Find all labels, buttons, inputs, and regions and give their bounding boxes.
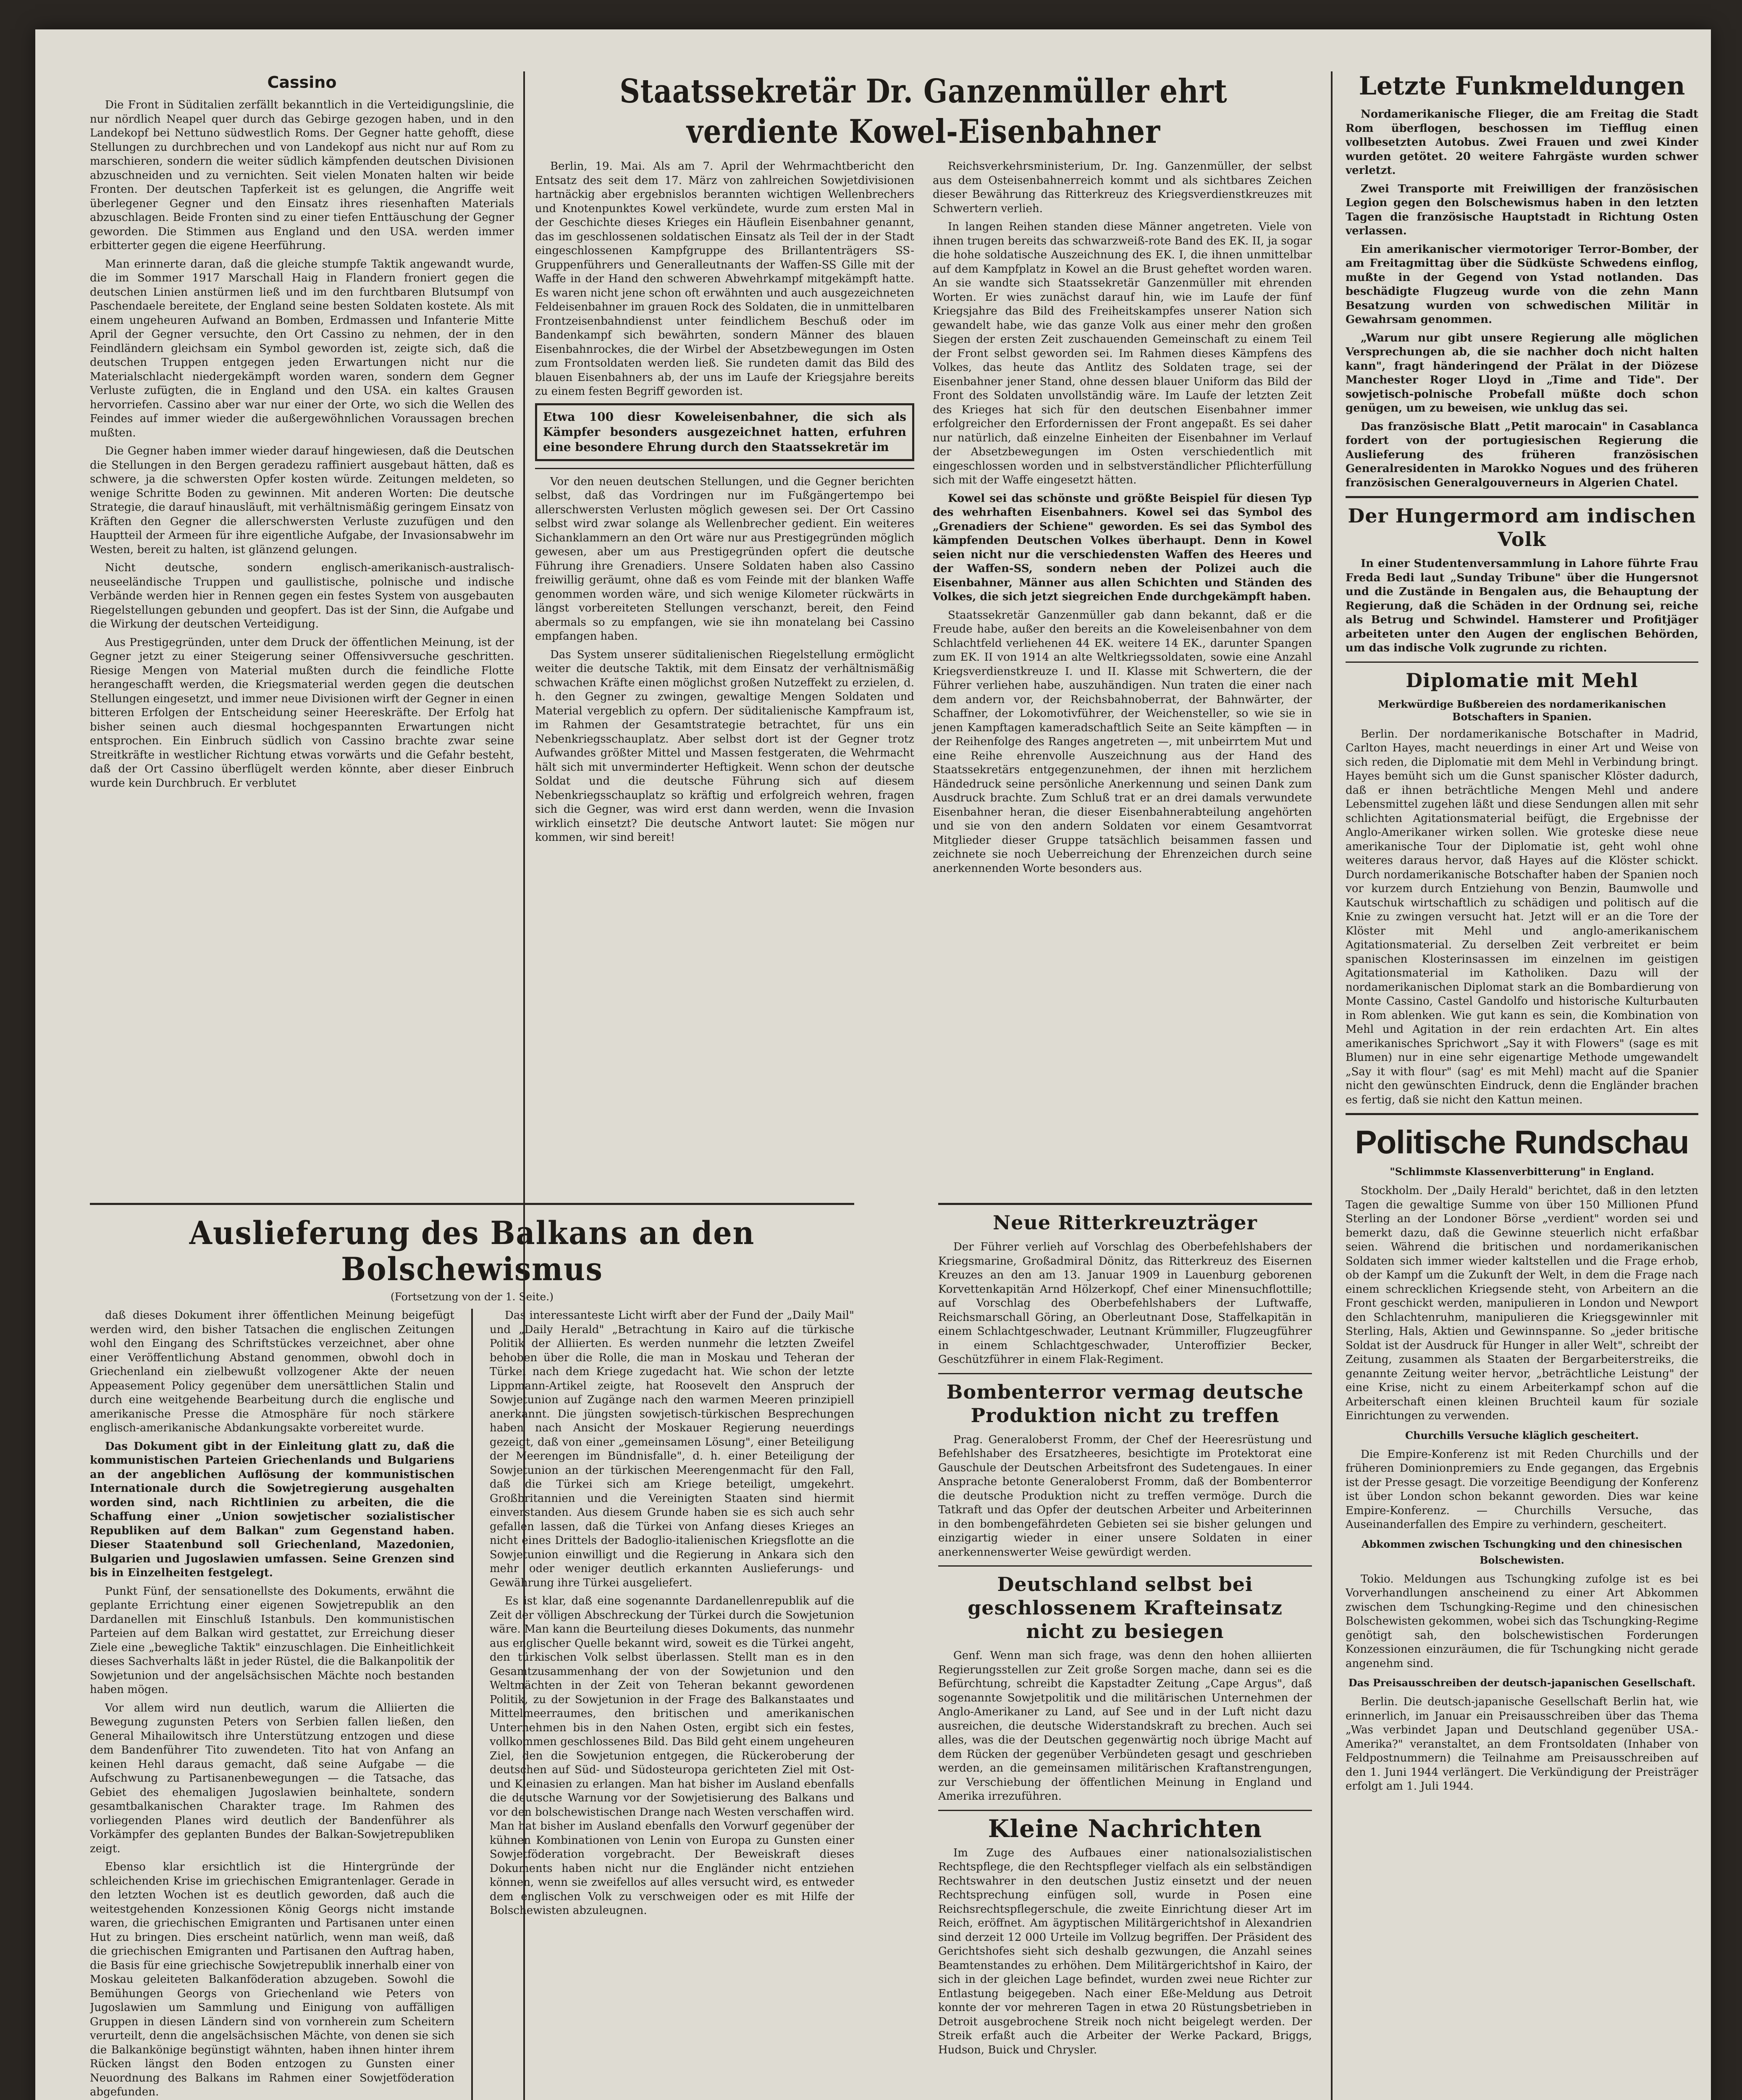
paragraph: Im Zuge des Aufbaues einer nationalsozialistischen Rechtspflege, die den Rechtspfleger vielfach als ein selbständigen Rechtswahrer in den deutschen Justiz einsetzt und der neuen Rechtsprechung einfügen soll, wurde in Posen eine Reichsrechtspflegerschule, die zweite Einrichtung dieser Art im Reich, eröffnet. Am ägyptischen Militärgerichtshof in Alexandrien sind derzeit 12 000 Urteile im Vollzug begriffen. Der Präsident des Gerichtshofes sieht sich deshalb gezwungen, die Anzahl seines Beamtenstandes zu erhöhen. Dem Militärgerichtshof in Kairo, der sich in der gleichen Lage befindet, wurden zwei neue Richter zur Entlastung beigegeben. Nach einer Eße-Meldung aus Detroit konnte der vor mehreren Tagen in etwa 20 Rüstungsbetrieben in Detroit ausgebrochene Streik noch nicht beigelegt werden. Der Streik erfaßt auch die Arbeiter der Werke Packard, Briggs, Hudson, Buick und Chrysler.	[938, 1846, 1312, 2056]
ritterkreuz-headline: Neue Ritterkreuzträger	[993, 1211, 1257, 1234]
paragraph: Nicht deutsche, sondern englisch-amerikanisch-australisch-neuseeländische Truppen und gaullistische, polnische und indische Verbände werden hier in Rennen gegen ein festes System von ausgebauten Riegelstellungen gebunden und geopfert. Das ist der Sinn, die Aufgabe und die Wirkung der deutschen Verteidigung.	[90, 562, 514, 630]
ganzenmueller-article	[535, 160, 1312, 880]
highlight-text: Etwa 100 diesr Koweleisenbahner, die sich als Kämpfer besonders ausgezeichnet hatten, erfuhren eine besondere Ehrung durch den Staatssekretär im	[543, 410, 906, 454]
paragraph: Es ist klar, daß eine sogenannte Dardanellenrepublik auf die Zeit der völligen Abschreckung der Türkei durch die Sowjetunion wäre. Man kann die Beurteilung dieses Dokuments, das nunmehr aus englischer Quelle bekannt wird, soweit es die Türkei angeht, den türkischen Volk selbst überlassen. Stellt man es in den Gesamtzusammenhang der von der Sowjetunion und den Weltmächten in der Zeit von Teheran bekannt gewordenen Politik, zu der Sowjetunion in der Frage des Balkanstaates und Mittelmeerraumes, den britischen und amerikanischen Unternehmen bis in den Nahen Osten, ergibt sich ein festes, vollkommen geschlossenes Bild. Das Bild geht einem ungeheuren Ziel, den die Sowjetunion entgegen, die Rückeroberung der deutschen auf Süd- und Südosteuropa gerichteten Ziel mit Ost- und Kleinasien zu erlangen. Man hat bisher im Ausland ebenfalls die deutsche Warnung vor der Sowjetisierung des Balkans und vor den bolschewistischen Drange nach Westen verschaffen wird. Man hat bisher im Ausland ebenfalls den Vorwurf gegenüber der kühnen Kombinationen von Lenin von Europa zu Gunsten einer Sowjetföderation vorgebracht. Der Beweiskraft dieses Dokuments haben nicht nur die Engländer nicht entziehen können, wenn sie zweifellos auf alles versucht wird, es entweder dem englischen Volk zu verschweigen oder es mit Hilfe der Bolschewisten abzuleugnen.	[490, 1595, 854, 1917]
paragraph: Berlin. Der nordamerikanische Botschafter in Madrid, Carlton Hayes, macht neuerdings in einer Art und Weise von sich reden, die Diplomatie mit dem Mehl in Verbindung bringt. Hayes bemüht sich um die Gunst spanischer Klöster dadurch, daß er ihnen beträchtliche Mengen Mehl und andere Lebensmittel zugehen läßt und diese Sendungen allen mit sehr schlichten Agitationsmaterial beifügt, die Ergebnisse der Anglo-Amerikaner wirken sollen. Wie groteske diese neue amerikanische Tour der Diplomatie ist, geht wohl ohne weiteres daraus hervor, daß Hayes auf die Klöster schickt. Durch nordamerikanische Botschafter haben der Spanien noch vor kurzem durch Entziehung von Benzin, Baumwolle und Kautschuk wirtschaftlich zu schädigen und politisch auf die Knie zu zwingen versucht hat. Jetzt will er an die Tore der Klöster mit Mehl und anglo-amerikanischem Agitationsmaterial. Zu derselben Zeit verbreitet er beim spanischen Klosterinsassen im einzelnen im geistigen Agitationsmaterial im Katholiken. Dazu will der nordamerikanischen Diplomat stark an die Bombardierung von Monte Cassino, Castel Gandolfo und historische Kulturbauten in Rom ablenken. Wie gut kann es sein, die Kombination von Mehl und Agitation in der rein erdachten Art. Ein altes amerikanisches Sprichwort „Say it with Flowers" (sage es mit Blumen) nur in eine sehr eigenartige Methode umgewandelt „Say it with flour" (sag' es mit Mehl) macht auf die Spanier nicht den gewünschten Eindruck, denn die Engländer brachen es fertig, daß sie nicht den Kattun meinen.	[1346, 727, 1698, 1106]
balkan-headline: Auslieferung des Balkans an den Bolschewismus	[189, 1214, 755, 1288]
hungermord-headline: Der Hungermord am indischen Volk	[1348, 504, 1696, 551]
bombenterror-headline: Bombenterror vermag deutsche Produktion nicht zu treffen	[946, 1380, 1304, 1427]
paragraph: Stockholm. Der „Daily Herald" berichtet, daß in den letzten Tagen die gewaltige Summe von über 150 Millionen Pfund Sterling an der Londoner Börse „verdient" worden sei und bemerkt dazu, daß die Gewinne steuerlich nicht erfaßbar seien. Während die britischen und nordamerikanischen Soldaten sich immer wieder kaltstellen und die Frage erhob, ob der Kampf um die Zukunft der Welt, in dem die Frage nach einem schrecklichen Kriegsende steht, von Arbeitern an die Front geschickt werden, manipulieren in London und Newport den Schlachtenruhm, manipulieren die Kriegsgewinnler mit Sterling, Hals, Aktien und Gewinnspanne. So „jeder britische Soldat ist der Ausdruck für Hunger in aller Welt", schreibt der Zeitung, zusammen als Staaten der Bergarbeiterstreiks, die genannte Zeitung weiter hervor, „beträchtliche Leistung" der eine Krise, nicht zu einem Arbeiterkampf schon auf die Arbeiterschaft einen kleinen Bruchteil kaum für soziale Einrichtungen zu verwenden.	[1346, 1184, 1698, 1422]
divider	[1346, 662, 1698, 663]
paragraph: Berlin. Die deutsch-japanische Gesellschaft Berlin hat, wie erinnerlich, im Januar ein Preisausschreiben über das Thema „Was verbindet Japan und Deutschland gegenüber USA.-Amerika?" veranstaltet, an dem Frontsoldaten (Inhaber von Feldpostnummern) die Teilnahme am Preisausschreiben auf den 1. Juni 1944 verlängert. Die Verkündigung der Preisträger erfolgt am 1. Juli 1944.	[1346, 1696, 1698, 1793]
paragraph: Berlin, 19. Mai. Als am 7. April der Wehrmachtbericht den Entsatz des seit dem 17. März von zahlreichen Sowjetdivisionen hartnäckig aber ergebnislos berannten wichtigen Wellenbrechers und Knotenpunktes Kowel verkündete, wurde zum ersten Mal in der Geschichte dieses Krieges ein Häuflein Eisenbahner genannt, das im geschlossenen soldatischen Einsatz als Teil der in der Stadt eingeschlossenen Kampfgruppe des Brillantenträgers SS-Gruppenführers und Generalleutnants der Waffen-SS Gille mit der Waffe in der Hand den schweren Abwehrkampf mitgekämpft hatte. Es waren nicht jene schon oft erwähnten und auch ausgezeichneten Feldeisenbahner im grauen Rock des Soldaten, die in unmittelbaren Frontzeisenbahndienst unter feindlichem Beschuß oder im Bandenkampf sich bewährten, sondern Männer des blauen Eisenbahnrockes, die der Wirbel der Absetzbewegungen im Osten zum Frontsoldaten werden ließ. Sie rundeten damit das Bild des blauen Eisenbahners ab, der uns im Laufe der Kriegsjahre bereits zu einem festen Begriff geworden ist.	[535, 160, 914, 398]
divider	[938, 1373, 1312, 1374]
kleine-nachrichten-headline: Kleine Nachrichten	[988, 1814, 1262, 1843]
divider	[90, 1203, 854, 1205]
column-right	[1346, 71, 1698, 2100]
column-center	[535, 71, 1312, 880]
column-left	[90, 71, 514, 795]
politische-rundschau-headline: Politische Rundschau	[1355, 1124, 1689, 1160]
paragraph: Reichsverkehrsministerium, Dr. Ing. Ganzenmüller, der selbst aus dem Osteisenbahnerreich kommt und als sichtbares Zeichen dieser Bewährung das Ritterkreuz des Kriegsverdienstkreuzes mit Schwertern verlieh.	[933, 160, 1312, 215]
funkmeldungen-headline: Letzte Funkmeldungen	[1359, 71, 1685, 101]
paragraph: Man erinnerte daran, daß die gleiche stumpfe Taktik angewandt wurde, die im Sommer 1917 Marschall Haig in Flandern froniert gegen die deutschen Linien anstürmen ließ und im den furchtbaren Blutsumpf von Paschendaele bereitete, der England seine besten Soldaten kostete. Als mit einem ungeheuren Aufwand an Bomben, Erdmassen und Infanterie Mitte April der Gegner versuchte, den Ort Cassino zu nehmen, der in den Feindländern gleichsam ein Symbol geworden ist, zeigte sich, daß die deutschen Truppen entgegen jeden Erwartungen nicht nur die Materialschlacht niedergekämpft worden waren, sondern dem Gegner Verluste zufügten, die in England und den USA. ein kaltes Grausen hervorriefen. Cassino aber war nur einer der Orte, wo sich die Wellen des Feindes auf immer wieder die außergewöhnlichen Voraussagen brechen mußten.	[90, 257, 514, 439]
divider	[1346, 496, 1698, 498]
balkan-article	[90, 1197, 854, 2100]
news-item: Das französische Blatt „Petit marocain" in Casablanca fordert von der portugiesischen Regierung die Auslieferung des früheren französischen Generalresidenten in Marokko Nogues und des früheren französischen Generalgouverneurs in Algerien Chatel.	[1346, 420, 1698, 489]
column-rule	[1331, 71, 1333, 2100]
paragraph: Aus Prestigegründen, unter dem Druck der öffentlichen Meinung, ist der Gegner jetzt zu einer Steigerung seiner Offensivversuche geschritten. Riesige Mengen von Material mußten durch die feindliche Flotte herangeschafft werden, die Kriegsmaterial werden gegen die deutschen Stellungen eingesetzt, und immer neue Divisionen wirft der Gegner in einen bitteren Erfolgen der Entscheidung seiner Heereskräfte. Der Erfolg hat bisher seinen auch diesmal hochgespannten Erwartungen nicht entsprochen. Ein Einbruch südlich von Cassino brachte zwar seine Streitkräfte in westlicher Richtung etwas vorwärts und die Gefahr besteht, daß der Ort Cassino überflügelt werden könnte, aber dieser Einbruch wurde kein Durchbruch. Er verblutet	[90, 636, 514, 790]
paragraph: Vor allem wird nun deutlich, warum die Alliierten die Bewegung zugunsten Peters von Serbien fallen ließen, den General Mihailowitsch ihre Unterstützung entzogen und diese dem Bandenführer Tito zuwendeten. Tito hat von Anfang an keinen Hehl daraus gemacht, daß seine Aufgabe — die Aufschwung zu Partisanenbewegungen — die Tatsache, das Gebiet des ehemaligen Jugoslawien beinhaltete, sondern gesamtbalkanischen Charakter trage. Im Rahmen des vorliegenden Planes wird deutlich der Bandenführer als Vorkämpfer des geplanten Bundes der Balkan-Sowjetrepubliken zeigt.	[90, 1701, 454, 1855]
ganzenmueller-headline: Staatssekretär Dr. Ganzenmüller ehrt verdiente Kowel-Eisenbahner	[619, 72, 1228, 151]
paragraph: Das interessanteste Licht wirft aber der Fund der „Daily Mail" und „Daily Herald" „Betrachtung in Kairo auf die türkische Politik der Alliierten. Es werden nunmehr die letzten Zweifel behoben über die Rolle, die man in Moskau und Teheran der Türkei nach dem Kriege zugedacht hat. Wie schon der letzte Lippmann-Artikel zeigte, hat Roosevelt den Anspruch der Sowjetunion auf Zugänge nach den warmen Meeren prinzipiell anerkannt. Die jüngsten sowjetisch-türkischen Besprechungen haben nach Ansicht der Moskauer Regierung neuerdings gezeigt, daß von einer „gemeinsamen Lösung", einer Beteiligung der Meerengen im Bündnisfalle", d. h. einer Beteiligung der Sowjetunion an der türkischen Meerengenmacht für den Fall, daß die Türkei sich am Kriege beteiligt, umgekehrt. Großbritannien und die Vereinigten Staaten sind hiermit einverstanden. Aus diesem Grunde haben sie es sich auch sehr gefallen lassen, daß die Türkei von Anfang dieses Krieges an nicht eines Drittels der Badoglio-italienischen Kriegsflotte an die Sowjetunion einwilligt und die Regierung in Ankara sich den mehr oder weniger deutlich erkannten Auslieferungs- und Gewährung ihre Türkei ausgeliefert.	[490, 1309, 854, 1589]
paragraph: Ebenso klar ersichtlich ist die Hintergründe der schleichenden Krise im griechischen Emigrantenlager. Gerade in den letzten Wochen ist es deutlich geworden, daß auch die weitestgehenden Konzessionen König Georgs nicht imstande waren, die griechischen Emigranten und Partisanen unter einen Hut zu bringen. Dies erscheint natürlich, wenn man weiß, daß die griechischen Emigranten und Partisanen den Auftrag haben, die Basis für eine griechische Sowjetrepublik innerhalb einer von Moskau geleiteten Balkanföderation abzugeben. Sowohl die Bemühungen Georgs von Griechenland wie Peters von Jugoslawien um Sammlung und Einigung von auffälligen Gruppen in diesen Ländern sind von vornherein zum Scheitern verurteilt, denn die angelsächsischen Mächte, von denen sie sich die Balkankönige begünstigt wähnten, haben ihnen hinter ihrem Rücken längst den Boden entzogen zu Gunsten einer Neuordnung des Balkans im Rahmen einer Sowjetföderation abgefunden.	[90, 1861, 454, 2098]
paragraph: Prag. Generaloberst Fromm, der Chef der Heeresrüstung und Befehlshaber des Ersatzheeres, besichtigte im Protektorat eine Gauschule der Deutschen Arbeitsfront des Sudetengaues. In einer Ansprache betonte Generaloberst Fromm, daß der Bombenterror die deutsche Produktion nicht zu treffen vermöge. Durch die Tatkraft und das Opfer der deutschen Arbeiter und Arbeiterinnen in den bombengefährdeten Gebieten sei sie bisher gelungen und einzigartig wieder in einer unsere Soldaten in einer anerkennenswerter Weise gewürdigt werden.	[938, 1433, 1312, 1559]
paragraph: Die Front in Süditalien zerfällt bekanntlich in die Verteidigungslinie, die nur nördlich Neapel quer durch das Gebirge gezogen haben, und in den Landekopf bei Nettuno südwestlich Roms. Der Gegner hatte gehofft, diese Stellungen zu durchbrechen und von Landekopf aus nicht nur auf Rom zu marschieren, sondern die weiter südlich kämpfenden deutschen Divisionen abzuschneiden und zu vernichten. Seit vielen Monaten halten wir beide Fronten. Der deutschen Tapferkeit ist es gelungen, die Angriffe weit überlegener Gegner und den Einsatz ihres riesenhaften Materials abzuschlagen. Beide Fronten sind zu einer tiefen Enttäuschung der Gegner geworden. Die Stimmen aus England und den USA. werden immer erbitterter gegen die eigene Heerführung.	[90, 99, 514, 252]
paragraph: Staatssekretär Ganzenmüller gab dann bekannt, daß er die Freude habe, außer den bereits an die Koweleisenbahner von dem Schlachtfeld verliehenen 44 EK. weitere 14 EK., darunter Spangen zum EK. II von 1914 an alte Weltkriegssoldaten, sowie eine Anzahl Kriegsverdienstkreuze I. und II. Klasse mit Schwertern, die der Führer verliehen habe, auszuhändigen. Nun traten die einer nach dem andern vor, der Reichsbahnoberrat, der Bahnwärter, der Schaffner, der Lokomotivführer, der Weichensteller, so wie sie in jenen Kampftagen kameradschaftlich Seite an Seite kämpften — in der Reihenfolge des Ranges angetreten —, mit unbeirrtem Mut und eine Reihe ehrenvolle Auszeichnung aus der Hand des Staatssekretärs entgegenzunehmen, der ihnen mit herzlichem Händedruck seine persönliche Anerkennung und seinen Dank zum Ausdruck brachte. Zum Schluß trat er an drei damals verwundete Eisenbahner heran, die dieser Eisenbahnerabteilung angehörten und sie von den andern Soldaten vor einem Gesamtvorrat Mitglieder dieser Gruppe tatsächlich beisammen fassen und zeichnete sie noch Ueberreichung der Ehrenzeichen durch seine anerkennenden Worte besonders aus.	[933, 609, 1312, 875]
cassino-headline: Cassino	[267, 73, 337, 92]
paragraph: Kowel sei das schönste und größte Beispiel für diesen Typ des wehrhaften Eisenbahners. Kowel sei das Symbol des „Grenadiers der Schiene" geworden. Es sei das Symbol des kämpfenden Deutschen Volkes überhaupt. Denn in Kowel seien nicht nur die verschiedensten Waffen des Heeres und der Waffen-SS, sondern neben der Polizei auch die Eisenbahner, Männer aus allen Schichten und Ständen des Volkes, die sich jetzt siegreichen Ende durchgekämpft haben.	[933, 492, 1312, 603]
short-news-column	[938, 1197, 1312, 2100]
deutschland-headline: Deutschland selbst bei geschlossenem Krafteinsatz nicht zu besiegen	[968, 1573, 1283, 1643]
divider	[938, 1565, 1312, 1567]
paragraph: daß dieses Dokument ihrer öffentlichen Meinung beigefügt werden wird, den bisher Tatsachen die englischen Zeitungen wohl den Eingang des Schriftstückes verzeichnet, aber ohne einer Veröffentlichung Abstand genommen, obwohl doch in Griechenland ein zielbewußt vollzogener Akte der neuen Appeasement Policy gegenüber dem unersättlichen Stalin und durch eine weitgehende Bearbeitung durch die englische und amerikanische Presse die Atmosphäre für noch stärkere englisch-amerikanische Abdankungsakte vorbereitet wurde.	[90, 1309, 454, 1434]
news-item: Zwei Transporte mit Freiwilligen der französischen Legion gegen den Bolschewismus haben in den letzten Tagen die französische Hauptstadt in Richtung Osten verlassen.	[1346, 182, 1698, 237]
paragraph: Das System unserer süditalienischen Riegelstellung ermöglicht weiter die deutsche Taktik, mit dem Einsatz der verhältnismäßig schwachen Kräfte einen möglichst großen Nutzeffekt zu erzielen, d. h. den Gegner zu zwingen, gewaltige Mengen Soldaten und Material vergeblich zu opfern. Der süditalienische Kampfraum ist, im Rahmen der Gesamtstrategie betrachtet, für uns ein Nebenkriegsschauplatz. Aber selbst dort ist der Gegner trotz Aufwandes größter Mittel und Massen festgeraten, die Wehrmacht hält sich mit unverminderter Heftigkeit. Wenn schon der deutsche Soldat und die deutsche Führung sich auf diesem Nebenkriegsschauplatz so kräftig und erfolgreich wehren, fragen sich die Gegner, was wird erst dann werden, wenn die Invasion wirklich einsetzt? Die deutsche Antwort lautet: Sie mögen nur kommen, wir sind bereit!	[535, 648, 914, 844]
paragraph: Punkt Fünf, der sensationellste des Dokuments, erwähnt die geplante Errichtung einer eigenen Sowjetrepublik an den Dardanellen mit Einschluß Istanbuls. Den kommunistischen Parteien auf dem Balkan wird gestattet, zur Erreichung dieser Ziele eine „bewegliche Taktik" einzuschlagen. Die Einheitlichkeit dieses Sachverhalts läßt in jeder Rüstel, die die Balkanpolitik der Sowjetunion und der angelsächsischen Mächte noch bestanden haben mögen.	[90, 1585, 454, 1696]
paragraph: Die Gegner haben immer wieder darauf hingewiesen, daß die Deutschen die Stellungen in den Bergen geradezu raffiniert ausgebaut hätten, daß es schwere, ja die schwersten Opfer kosten würde. Zeitungen meldeten, so wenige Schritte Boden zu gewinnen. Mit anderen Worten: Die deutsche Strategie, die darauf hinausläuft, mit verhältnismäßig geringem Einsatz von Kräften den Gegner die allerschwersten Verluste zuzufügen und den Hauptteil der Armeen für ihre eigentliche Aufgabe, der Invasionsabwehr im Westen, bereit zu halten, ist glänzend gelungen.	[90, 445, 514, 556]
divider	[938, 1203, 1312, 1205]
divider	[1346, 1113, 1698, 1115]
news-item: „Warum nur gibt unsere Regierung alle möglichen Versprechungen ab, die sie nachher doch nicht halten kann", fragt händeringend der Prälat in der Diözese Manchester Roger Lloyd in „Time and Tide". Der sowjetisch-polnische Probefall müßte doch schon genügen, um zu beweisen, wie unklug das sei.	[1346, 331, 1698, 415]
continuation-note: (Fortsetzung von der 1. Seite.)	[391, 1291, 554, 1303]
divider	[938, 1810, 1312, 1811]
churchill-subhead: Churchills Versuche kläglich gescheitert.	[1405, 1429, 1639, 1441]
paragraph: Genf. Wenn man sich frage, was denn den hohen alliierten Regierungsstellen zur Zeit große Sorgen mache, dann sei es die Befürchtung, schreibt die Kapstadter Zeitung „Cape Argus", daß sogenannte Sowjetpolitik und die militärischen Unternehmen der Anglo-Amerikaner zu Land, auf See und in der Luft nicht dazu ausreichen, die deutsche Widerstandskraft zu brechen. Auch sei alles, was die der Deutschen gegenwärtig noch übrige Macht auf dem Rücken der gegenüber Verbündeten gesagt und geschrieben werden, an die gemeinsamen militärischen Kraftanstrengungen, zur Verschiebung der öffentlichen Meinung in England und Amerika irrezuführen.	[938, 1649, 1312, 1803]
tschungking-subhead: Abkommen zwischen Tschungking und den chinesischen Bolschewisten.	[1362, 1538, 1682, 1566]
paragraph: Der Führer verlieh auf Vorschlag des Oberbefehlshabers der Kriegsmarine, Großadmiral Dönitz, das Ritterkreuz des Eisernen Kreuzes an den am 13. Januar 1909 in Lauenburg geborenen Korvettenkapitän Arnd Hölzerkopf, Chef einer Minensuchflottille; auf Vorschlag des Oberbefehlshabers der Luftwaffe, Reichsmarschall Göring, an Oberleutnant Dose, Staffelkapitän in einem Schlachtgeschwader, Leutnant Krümmiller, Flugzeugführer in einem Schlachtgeschwader, Unteroffizier Becker, Geschützführer in einem Flak-Regiment.	[938, 1241, 1312, 1366]
column-rule	[471, 1309, 473, 2100]
cassino-article	[90, 98, 514, 790]
paragraph: Das Dokument gibt in der Einleitung glatt zu, daß die kommunistischen Parteien Griechenlands und Bulgariens an der angeblichen Auflösung der kommunistischen Internationale durch die Sowjetregierung ausgehalten worden sind, nach Richtlinien zu arbeiten, die die Schaffung einer „Union sowjetischer sozialistischer Republiken auf dem Balkan" zum Gegenstand haben. Dieser Staatenbund soll Griechenland, Mazedonien, Bulgarien und Jugoslawien umfassen. Seine Grenzen sind bis in Einzelheiten festgelegt.	[90, 1440, 454, 1579]
paragraph: In einer Studentenversammlung in Lahore führte Frau Freda Bedi laut „Sunday Tribune" über die Hungersnot und die Zustände in Bengalen aus, die Behauptung der Regierung, daß die Schäden in der Ordnung sei, reiche als Betrug und Schwindel. Hamsterer und Profitjäger arbeiteten unter den Augen der englischen Behörden, um das indische Volk zugrunde zu richten.	[1346, 557, 1698, 654]
news-item: Ein amerikanischer viermotoriger Terror-Bomber, der am Freitagmittag über die Südküste Schwedens einflog, mußte in der Gegend von Ystad notlanden. Das beschädigte Flugzeug wurde von die zehn Mann Besatzung wurden von schwedischen Militär in Gewahrsam genommen.	[1346, 243, 1698, 326]
politische-subhead: "Schlimmste Klassenverbitterung" in England.	[1390, 1166, 1654, 1178]
newspaper-page	[35, 29, 1711, 2100]
diplomatie-headline: Diplomatie mit Mehl	[1406, 669, 1638, 692]
news-item: Nordamerikanische Flieger, die am Freitag die Stadt Rom überflogen, beschossen im Tiefflug einen vollbesetzten Autobus. Zwei Frauen und zwei Kinder wurden getötet. 20 weitere Fahrgäste wurden schwer verletzt.	[1346, 108, 1698, 177]
paragraph: Vor den neuen deutschen Stellungen, und die Gegner berichten selbst, daß das Vordringen nur im Fußgängertempo bei allerschwersten Verlusten möglich gewesen sei. Der Ort Cassino selbst wird zwar solange als Wellenbrecher gedient. Ein weiteres Sichanklammern an den Ort wäre nur aus Prestigegründen möglich gewesen, aber um aus Prestigegründen opfert die deutsche Führung ihre Grenadiers. Unsere Soldaten haben also Cassino freiwillig geräumt, ohne daß es vom Feinde mit der blanken Waffe genommen worden wäre, und sich wenige Kilometer rückwärts in längst vorbereiteten Stellungen verschanzt, bereit, den Feind abermals so zu empfangen, wie sie ihn monatelang bei Cassino empfangen haben.	[535, 475, 914, 643]
preisausschreiben-subhead: Das Preisausschreiben der deutsch-japanischen Gesellschaft.	[1348, 1677, 1696, 1689]
highlight-box	[535, 403, 914, 461]
paragraph: Tokio. Meldungen aus Tschungking zufolge ist es bei Vorverhandlungen anscheinend zu einer Art Abkommen zwischen dem Tschungking-Regime und den chinesischen Bolschewisten gekommen, wobei sich das Tschungking-Regime genötigt sah, den bolschewistischen Forderungen Konzessionen einzuräumen, die für Tschungking nicht gerade angenehm sind.	[1346, 1572, 1698, 1670]
paragraph: In langen Reihen standen diese Männer angetreten. Viele von ihnen trugen bereits das schwarzweiß-rote Band des EK. II, ja sogar die hohe soldatische Auszeichnung des EK. I, die ihnen unmittelbar auf dem Kampfplatz in Kowel an die Brust geheftet worden waren. An sie wandte sich Staatssekretär Ganzenmüller mit ehrenden Worten. Er wies zunächst darauf hin, wie im Laufe der fünf Kriegsjahre das Bild des Freiheitskampfes unserer Nation sich gewandelt habe, wie das ganze Volk aus einer mehr den großen Siegen der ersten Zeit zuschauenden Gemeinschaft zu einem Teil der Front selbst geworden sei. Im Rahmen dieses Kämpfens des Volkes, das heute das Antlitz des Soldaten trage, sei der Eisenbahner jener Stand, ohne dessen blauer Uniform das Bild der Front des Soldaten unvollständig wäre. Im Laufe der letzten Zeit des Krieges hat sich für den deutschen Eisenbahner immer erfolgreicher den Erfordernissen der Front angepaßt. Es sei daher nur natürlich, daß einzelne Einheiten der Eisenbahner im Verlauf der Absetzbewegungen im Osten verschiedentlich mit eingeschlossen worden und in selbstverständlicher Pflichterfüllung sich mit der Waffe eingesetzt hätten.	[933, 220, 1312, 486]
diplomatie-subhead: Merkwürdige Bußbereien des nordamerikanischen Botschafters in Spanien.	[1377, 698, 1666, 723]
divider	[535, 468, 914, 469]
paragraph: Die Empire-Konferenz ist mit Reden Churchills und der früheren Dominionpremiers zu Ende gegangen, das Ergebnis ist der Presse gesagt. Die vorzeitige Beendigung der Konferenz ist über London schon bekannt geworden. Dies war keine Empire-Konferenz. — Churchills Versuche, das Auseinanderfallen des Empire zu verhindern, gescheitert.	[1346, 1448, 1698, 1531]
